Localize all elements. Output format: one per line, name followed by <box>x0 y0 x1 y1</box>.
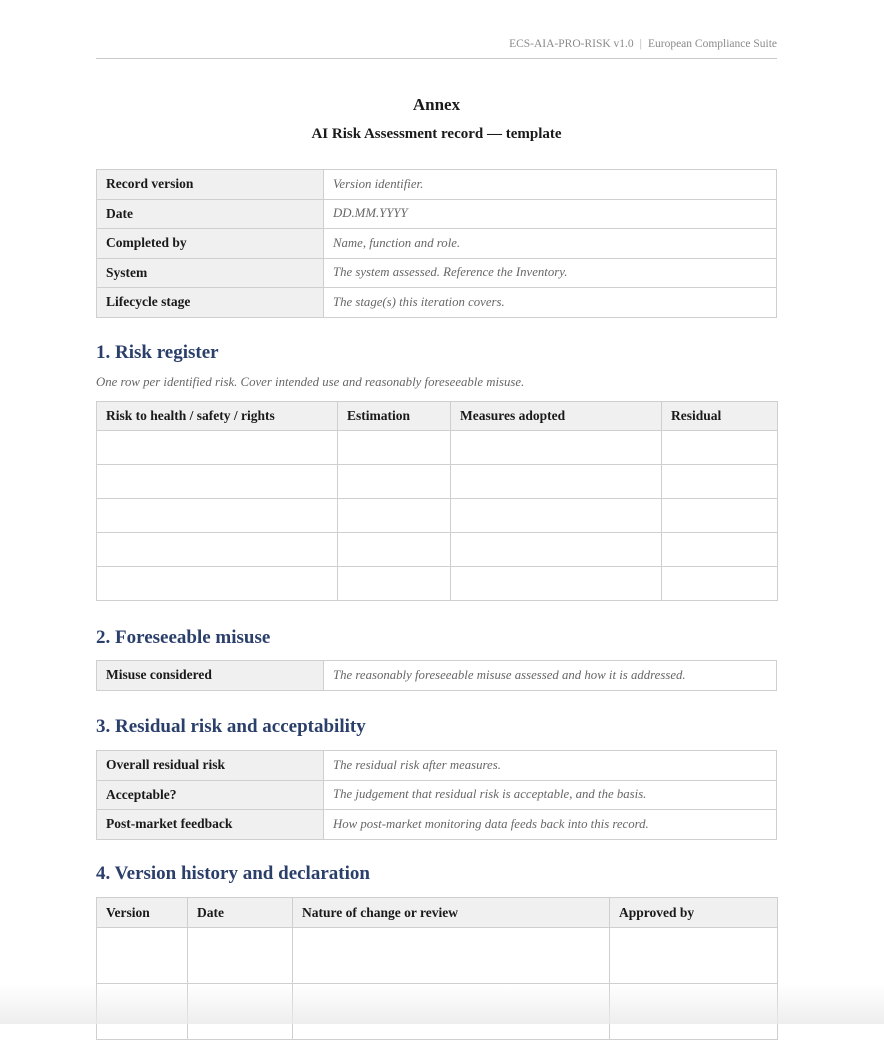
post-market-feedback-value[interactable]: How post-market monitoring data feeds back into this record. <box>324 810 777 840</box>
table-row <box>97 258 777 288</box>
table-row <box>97 751 777 781</box>
empty-cell[interactable] <box>188 928 293 984</box>
empty-cell[interactable] <box>662 567 778 601</box>
table-header-row <box>97 402 778 431</box>
misuse-considered-label: Misuse considered <box>97 661 324 691</box>
column-header-residual: Residual <box>662 402 778 431</box>
empty-cell[interactable] <box>451 465 662 499</box>
empty-cell[interactable] <box>610 928 778 984</box>
completed-by-value[interactable]: Name, function and role. <box>324 229 777 259</box>
empty-cell[interactable] <box>97 533 338 567</box>
section-intro: One row per identified risk. Cover intended use and reasonably foreseeable misuse. <box>96 375 525 389</box>
system-label: System <box>97 258 324 288</box>
table-row <box>97 170 777 200</box>
risk-register-rows <box>97 431 778 601</box>
table-row <box>97 661 777 691</box>
risk-register-table <box>96 401 778 601</box>
empty-cell[interactable] <box>97 567 338 601</box>
acceptable-label: Acceptable? <box>97 780 324 810</box>
empty-cell[interactable] <box>451 533 662 567</box>
section-heading-residual-risk: 3. Residual risk and acceptability <box>96 716 366 737</box>
table-row <box>97 465 778 499</box>
empty-cell[interactable] <box>662 533 778 567</box>
lifecycle-stage-label: Lifecycle stage <box>97 288 324 318</box>
table-row <box>97 499 778 533</box>
section-heading-version-history: 4. Version history and declaration <box>96 863 370 884</box>
overall-residual-risk-label: Overall residual risk <box>97 751 324 781</box>
section-heading-foreseeable-misuse: 2. Foreseeable misuse <box>96 627 271 648</box>
overall-residual-risk-value[interactable]: The residual risk after measures. <box>324 751 777 781</box>
empty-cell[interactable] <box>97 928 188 984</box>
empty-cell[interactable] <box>97 431 338 465</box>
system-value[interactable]: The system assessed. Reference the Inventory. <box>324 258 777 288</box>
empty-cell[interactable] <box>338 533 451 567</box>
empty-cell[interactable] <box>293 928 610 984</box>
post-market-feedback-label: Post-market feedback <box>97 810 324 840</box>
document-subtitle: AI Risk Assessment record — template <box>311 126 562 142</box>
empty-cell[interactable] <box>662 465 778 499</box>
table-row <box>97 780 777 810</box>
page-bottom-fade <box>0 984 884 1024</box>
table-row <box>97 229 777 259</box>
empty-cell[interactable] <box>97 499 338 533</box>
empty-cell[interactable] <box>338 567 451 601</box>
header-separator: | <box>639 38 642 50</box>
table-row <box>97 199 777 229</box>
residual-risk-table <box>96 750 777 840</box>
empty-cell[interactable] <box>338 465 451 499</box>
acceptable-value[interactable]: The judgement that residual risk is acceptable, and the basis. <box>324 780 777 810</box>
column-header-approved-by: Approved by <box>610 898 778 928</box>
table-row <box>97 431 778 465</box>
completed-by-label: Completed by <box>97 229 324 259</box>
column-header-nature-of-change: Nature of change or review <box>293 898 610 928</box>
table-row <box>97 567 778 601</box>
running-header <box>509 38 777 50</box>
table-header-row <box>97 898 778 928</box>
empty-cell[interactable] <box>451 499 662 533</box>
column-header-estimation: Estimation <box>338 402 451 431</box>
column-header-risk: Risk to health / safety / rights <box>97 402 338 431</box>
empty-cell[interactable] <box>451 567 662 601</box>
empty-cell[interactable] <box>338 431 451 465</box>
table-row <box>97 288 777 318</box>
table-row <box>97 533 778 567</box>
misuse-table <box>96 660 777 691</box>
column-header-measures: Measures adopted <box>451 402 662 431</box>
document-title: Annex <box>412 95 461 114</box>
date-value[interactable]: DD.MM.YYYY <box>324 199 777 229</box>
table-row <box>97 928 778 984</box>
record-version-value[interactable]: Version identifier. <box>324 170 777 200</box>
document-code: ECS-AIA-PRO-RISK v1.0 <box>509 38 634 50</box>
suite-name: European Compliance Suite <box>647 38 777 50</box>
date-label: Date <box>97 199 324 229</box>
empty-cell[interactable] <box>662 499 778 533</box>
lifecycle-stage-value[interactable]: The stage(s) this iteration covers. <box>324 288 777 318</box>
section-heading-risk-register: 1. Risk register <box>96 342 219 363</box>
column-header-version: Version <box>97 898 188 928</box>
empty-cell[interactable] <box>97 465 338 499</box>
column-header-date: Date <box>188 898 293 928</box>
misuse-considered-value[interactable]: The reasonably foreseeable misuse assessed and how it is addressed. <box>324 661 777 691</box>
table-row <box>97 810 777 840</box>
empty-cell[interactable] <box>338 499 451 533</box>
header-rule <box>96 58 777 59</box>
empty-cell[interactable] <box>451 431 662 465</box>
record-version-label: Record version <box>97 170 324 200</box>
record-info-table <box>96 169 777 318</box>
empty-cell[interactable] <box>662 431 778 465</box>
